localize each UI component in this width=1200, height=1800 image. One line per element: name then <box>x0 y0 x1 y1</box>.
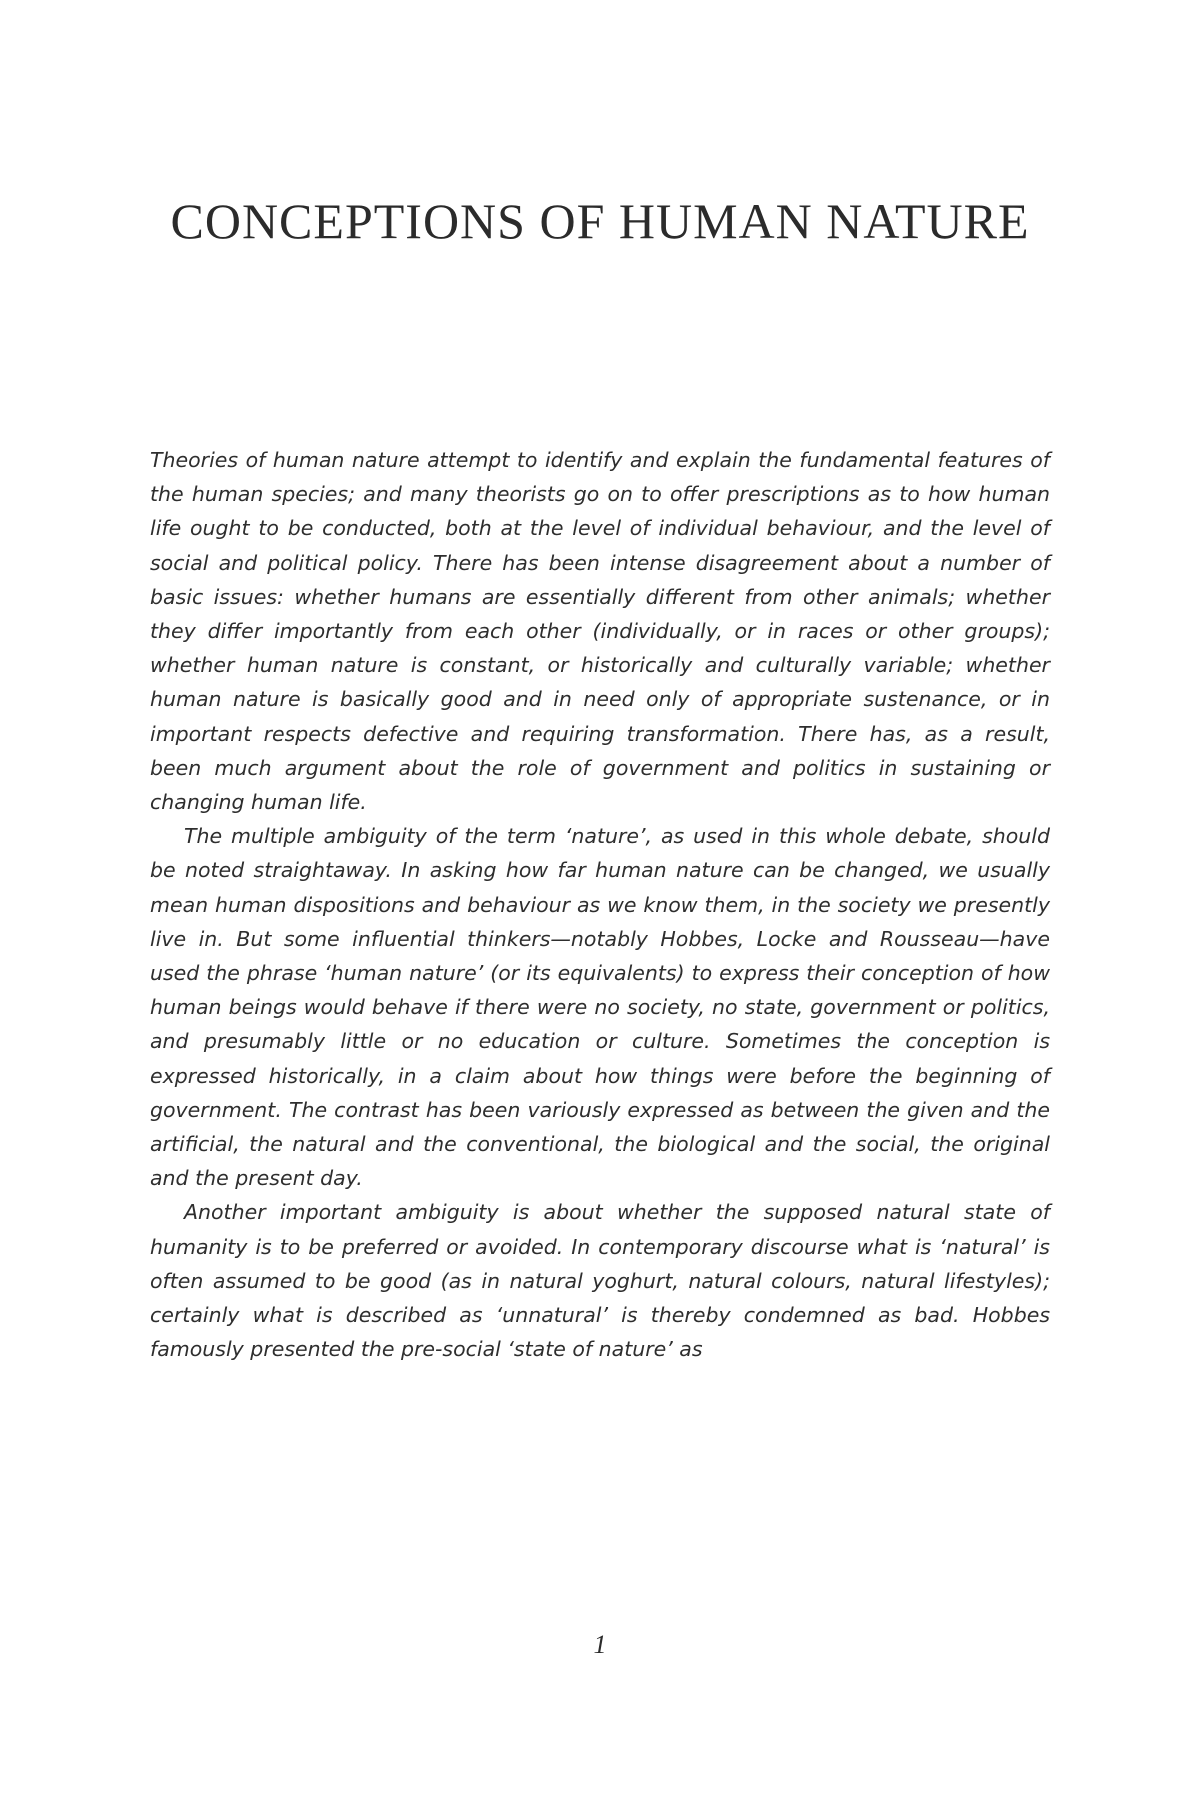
paragraph-2: The multiple ambiguity of the term ‘nature’, as used in this whole debate, should be noted straightaway. In asking how far human nature can be changed, we usually mean human dispositions and behaviour as we know them, in the society we presently live in. But some influential thinkers—notably Hobbes, Locke and Rousseau—have used the phrase ‘human nature’ (or its equivalents) to express their conception of how human beings would behave if there were no society, no state, government or politics, and presumably little or no education or culture. Sometimes the conception is expressed historically, in a claim about how things were before the beginning of government. The contrast has been variously expressed as between the given and the artificial, the natural and the conventional, the biological and the social, the original and the present day. <box>150 824 1050 1191</box>
chapter-title: CONCEPTIONS OF HUMAN NATURE <box>170 193 1030 249</box>
paragraph-1: Theories of human nature attempt to identify and explain the fundamental features of the human species; and many theorists go on to offer prescriptions as to how human life ought to be conducted, both at the level of individual behaviour, and the level of social and political policy. There has been intense disagreement about a number of basic issues: whether humans are essentially different from other animals; whether they differ importantly from each other (individually, or in races or other groups); whether human nature is constant, or historically and culturally variable; whether human nature is basically good and in need only of appropriate sustenance, or in important respects defective and requiring transformation. There has, as a result, been much argument about the role of government and politics in sustaining or changing human life. <box>150 448 1050 815</box>
paragraph-3: Another important ambiguity is about whether the supposed natural state of humanity is to be preferred or avoided. In contemporary discourse what is ‘natural’ is often assumed to be good (as in natural yoghurt, natural colours, natural lifestyles); certainly what is described as ‘unnatural’ is thereby condemned as bad. Hobbes famously presented the pre-social ‘state of nature’ as <box>150 1200 1050 1362</box>
chapter-body <box>150 443 1050 1366</box>
page-number: 1 <box>593 1630 607 1659</box>
